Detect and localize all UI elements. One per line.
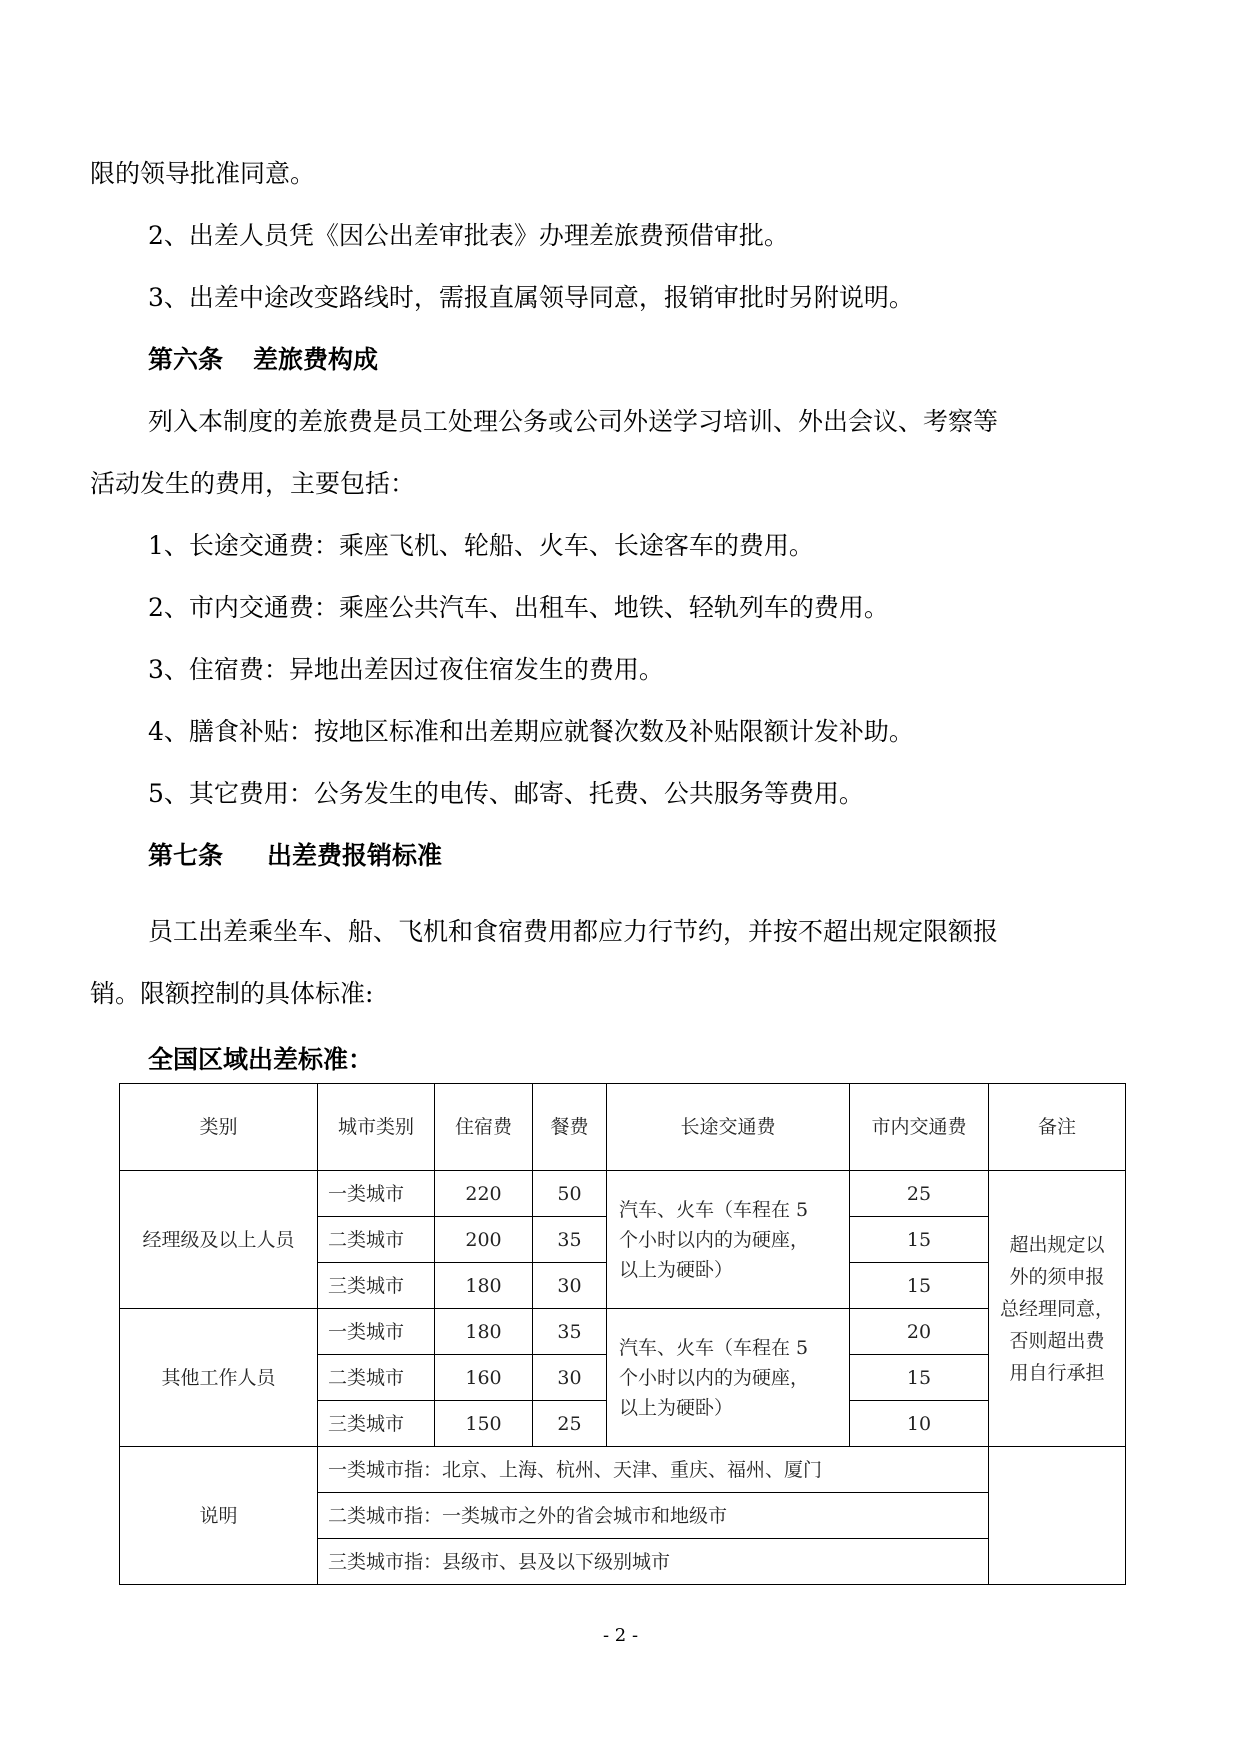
- article-6-body-line-1: 列入本制度的差旅费是员工处理公务或公司外送学习培训、外出会议、考察等: [148, 407, 999, 436]
- city-class-cell: 三类城市: [318, 1401, 435, 1447]
- remarks-line: 总经理同意，: [999, 1297, 1114, 1320]
- table-row: [120, 1171, 1126, 1217]
- long-distance-cell: [607, 1309, 850, 1447]
- header-local-transport: 市内交通费: [850, 1084, 989, 1171]
- article-6-body-line-2: 活动发生的费用，主要包括：: [90, 469, 416, 498]
- article-7-body-line-2: 销。限额控制的具体标准:: [90, 979, 374, 1008]
- transport-line: 以上为硬卧）: [619, 1258, 734, 1281]
- city-class-cell: 一类城市: [318, 1309, 435, 1355]
- meal-cell: 50: [533, 1171, 607, 1217]
- expense-item-2: 2、市内交通费：乘座公共汽车、出租车、地铁、轻轨列车的费用。: [148, 593, 889, 622]
- table-header-row: [120, 1084, 1126, 1171]
- travel-standard-table: [119, 1083, 1126, 1585]
- transport-line: 个小时以内的为硬座，: [619, 1228, 810, 1251]
- local-transport-cell: 25: [850, 1171, 989, 1217]
- category-cell: 经理级及以上人员: [120, 1171, 318, 1309]
- local-transport-cell: 15: [850, 1263, 989, 1309]
- explain-row-3: 三类城市指：县级市、县及以下级别城市: [318, 1539, 989, 1585]
- category-cell: 其他工作人员: [120, 1309, 318, 1447]
- meal-cell: 25: [533, 1401, 607, 1447]
- header-remarks: 备注: [989, 1084, 1126, 1171]
- expense-item-4: 4、膳食补贴：按地区标准和出差期应就餐次数及补贴限额计发补助。: [148, 717, 914, 746]
- expense-item-5: 5、其它费用：公务发生的电传、邮寄、托费、公共服务等费用。: [148, 779, 864, 808]
- transport-line: 汽车、火车（车程在 5: [619, 1198, 809, 1221]
- paragraph-continuation: 限的领导批准同意。: [90, 159, 316, 188]
- transport-line: 以上为硬卧）: [619, 1396, 734, 1419]
- remarks-line: 超出规定以: [1009, 1233, 1105, 1256]
- expense-item-1: 1、长途交通费：乘座飞机、轮船、火车、长途客车的费用。: [148, 531, 814, 560]
- remarks-line: 外的须申报: [1009, 1265, 1105, 1288]
- article-7-number: 第七条: [148, 841, 224, 870]
- meal-cell: 30: [533, 1263, 607, 1309]
- list-item-2: 2、出差人员凭《因公出差审批表》办理差旅费预借审批。: [148, 221, 789, 250]
- article-7-heading: [148, 840, 1151, 872]
- transport-line: 个小时以内的为硬座，: [619, 1366, 810, 1389]
- remarks-cell: [989, 1171, 1126, 1447]
- lodging-cell: 220: [435, 1171, 533, 1217]
- remarks-line: 用自行承担: [1009, 1361, 1105, 1384]
- expense-item-3: 3、住宿费：异地出差因过夜住宿发生的费用。: [148, 655, 664, 684]
- header-city-class: 城市类别: [318, 1084, 435, 1171]
- city-class-cell: 二类城市: [318, 1355, 435, 1401]
- article-6-title: 差旅费构成: [253, 345, 379, 374]
- header-meal: 餐费: [533, 1084, 607, 1171]
- lodging-cell: 200: [435, 1217, 533, 1263]
- meal-cell: 30: [533, 1355, 607, 1401]
- city-class-cell: 一类城市: [318, 1171, 435, 1217]
- lodging-cell: 160: [435, 1355, 533, 1401]
- local-transport-cell: 10: [850, 1401, 989, 1447]
- explain-label-cell: 说明: [120, 1447, 318, 1585]
- article-6-number: 第六条: [148, 345, 224, 374]
- local-transport-cell: 15: [850, 1355, 989, 1401]
- explain-row-2: 二类城市指：一类城市之外的省会城市和地级市: [318, 1493, 989, 1539]
- table-row: [120, 1309, 1126, 1355]
- table-title: 全国区域出差标准：: [148, 1045, 374, 1074]
- lodging-cell: 180: [435, 1263, 533, 1309]
- meal-cell: 35: [533, 1217, 607, 1263]
- transport-line: 汽车、火车（车程在 5: [619, 1336, 809, 1359]
- city-class-cell: 二类城市: [318, 1217, 435, 1263]
- remarks-line: 否则超出费: [1009, 1329, 1105, 1352]
- meal-cell: 35: [533, 1309, 607, 1355]
- table-row: [120, 1447, 1126, 1493]
- local-transport-cell: 15: [850, 1217, 989, 1263]
- list-item-3: 3、出差中途改变路线时，需报直属领导同意，报销审批时另附说明。: [148, 283, 914, 312]
- header-category: 类别: [120, 1084, 318, 1171]
- explain-row-1: 一类城市指：北京、上海、杭州、天津、重庆、福州、厦门: [318, 1447, 989, 1493]
- header-lodging: 住宿费: [435, 1084, 533, 1171]
- article-7-title: 出差费报销标准: [267, 841, 443, 870]
- header-long-distance: 长途交通费: [607, 1084, 850, 1171]
- city-class-cell: 三类城市: [318, 1263, 435, 1309]
- article-6-heading: [148, 344, 1151, 376]
- lodging-cell: 180: [435, 1309, 533, 1355]
- long-distance-cell: [607, 1171, 850, 1309]
- page-number: - 2 -: [602, 1625, 639, 1646]
- article-7-body-line-1: 员工出差乘坐车、船、飞机和食宿费用都应力行节约，并按不超出规定限额报: [148, 917, 999, 946]
- lodging-cell: 150: [435, 1401, 533, 1447]
- local-transport-cell: 20: [850, 1309, 989, 1355]
- remarks-blank-cell: [989, 1447, 1126, 1585]
